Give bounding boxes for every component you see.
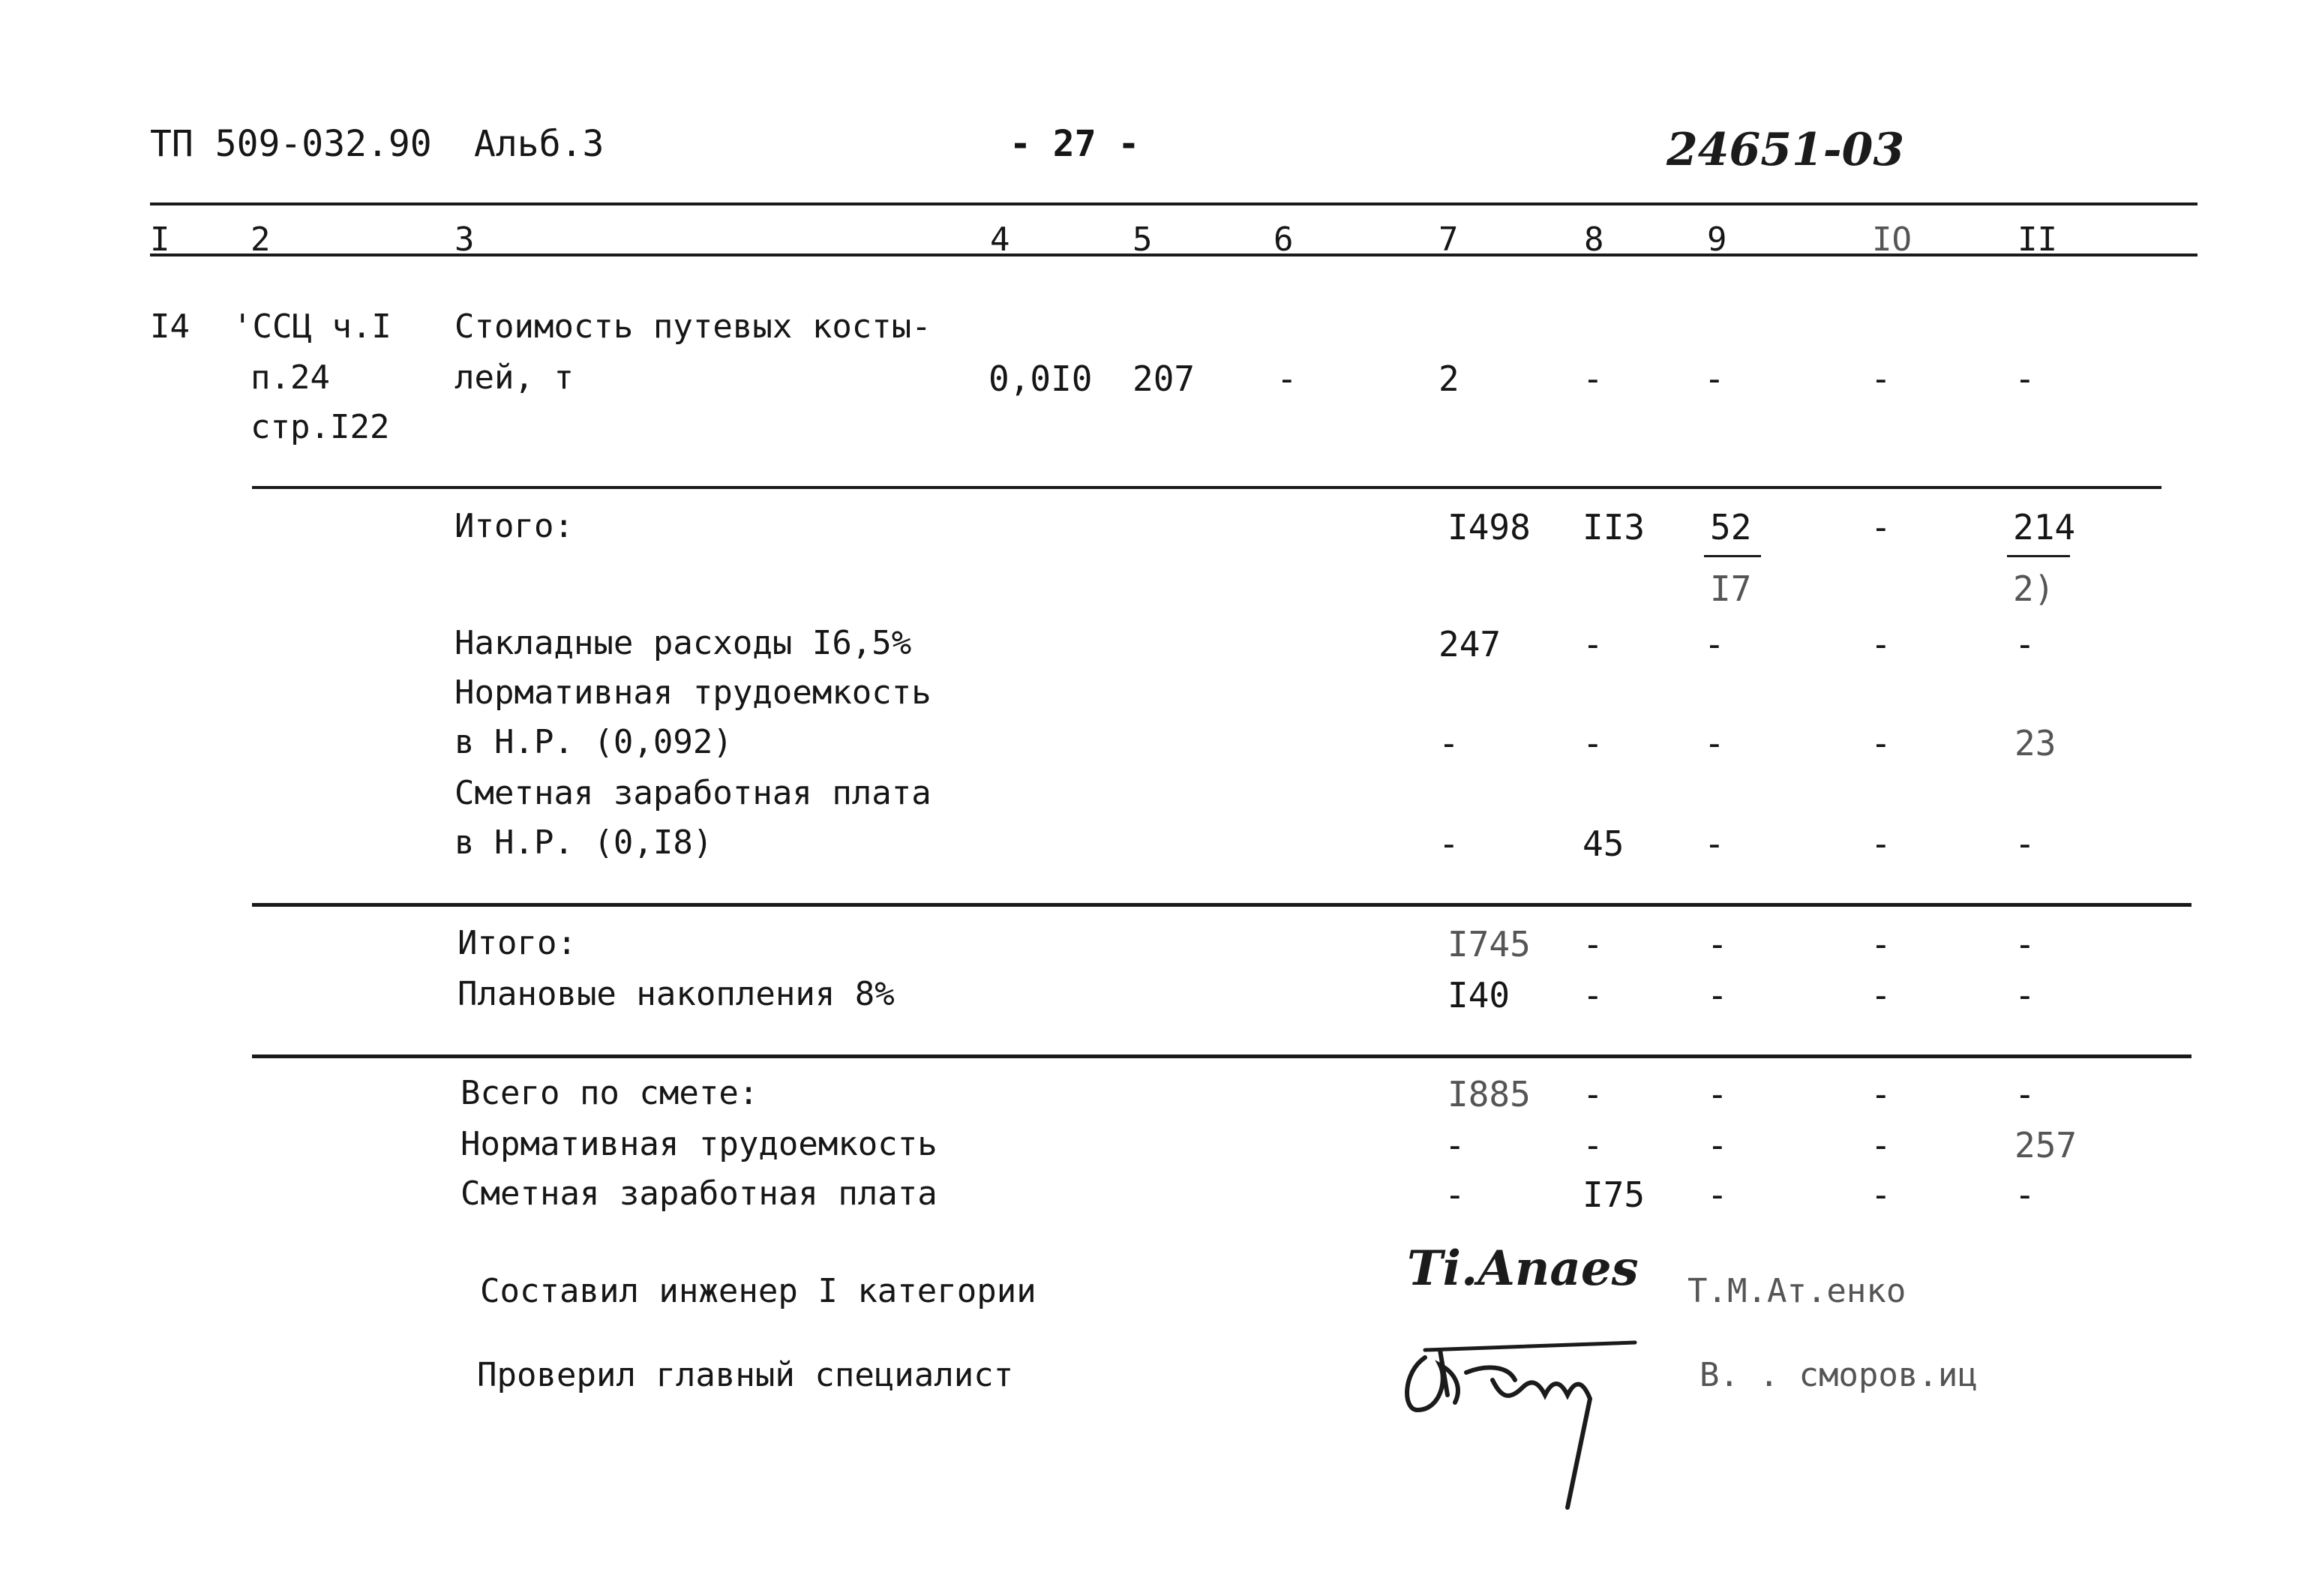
album-label: Альб.3	[474, 123, 604, 165]
archive-number: 24651-03	[1666, 124, 1905, 176]
compiled-by-name: Т.М.Ат.енко	[1688, 1272, 1906, 1310]
overhead-wage-col-7: -	[1438, 824, 1460, 864]
overhead-col-11: -	[2014, 624, 2036, 664]
planned-savings-label: Плановые накопления 8%	[458, 975, 895, 1013]
overhead-labor-label-2: в Н.Р. (0,092)	[454, 723, 733, 761]
overhead-wage-col-8: 45	[1582, 824, 1624, 864]
subtotal-col-9-top: 52	[1710, 507, 1752, 548]
section-rule-2	[252, 903, 2192, 907]
compiled-signature: Ti.Anaes	[1407, 1240, 1639, 1297]
overhead-wage-label-2: в Н.Р. (0,I8)	[454, 824, 713, 862]
row-number: I4	[150, 308, 190, 346]
subtotal-2-col-11: -	[2014, 924, 2036, 964]
subtotal-2-col-9: -	[1707, 924, 1728, 964]
col-11-value: -	[2014, 358, 2036, 399]
estimate-total-col-8: -	[1582, 1074, 1604, 1114]
fraction-bar-col-9	[1704, 555, 1761, 557]
subtotal-2-cost: I745	[1448, 924, 1531, 964]
total-labor-label: Нормативная трудоемкость	[460, 1125, 938, 1163]
overhead-labor-col-7: -	[1438, 723, 1460, 764]
total-wage-col-8: I75	[1582, 1174, 1646, 1215]
planned-savings-col-9: -	[1707, 975, 1728, 1016]
compiled-by-label: Составил инженер I категории	[480, 1272, 1036, 1310]
total-labor-col-7: -	[1444, 1125, 1466, 1166]
estimate-total-cost: I885	[1448, 1074, 1531, 1114]
total-wage-col-9: -	[1707, 1174, 1728, 1215]
col-6-number: 6	[1274, 220, 1294, 259]
overhead-wage-col-11: -	[2014, 824, 2036, 864]
subtotal-2-col-10: -	[1870, 924, 1892, 964]
total-wage-col-11: -	[2014, 1174, 2036, 1215]
source-line-3: стр.I22	[250, 408, 390, 446]
col-7-number: 7	[1438, 220, 1459, 259]
fraction-bar-col-11	[2007, 555, 2070, 557]
overhead-labor-col-9: -	[1704, 723, 1725, 764]
overhead-labor-col-10: -	[1870, 723, 1892, 764]
total-labor-col-9: -	[1707, 1125, 1728, 1166]
col-1-number: I	[150, 220, 170, 259]
subtotal-cost: I498	[1448, 507, 1531, 548]
subtotal-2-col-8: -	[1582, 924, 1604, 964]
estimate-total-label: Всего по смете:	[460, 1074, 759, 1112]
col-8-number: 8	[1584, 220, 1604, 259]
header-rule-top	[150, 202, 2198, 206]
overhead-col-10: -	[1870, 624, 1892, 664]
col-10-value: -	[1870, 358, 1892, 399]
overhead-labor-col-8: -	[1582, 723, 1604, 764]
checked-by-name: В. . сморов.иц	[1700, 1356, 1978, 1394]
planned-savings-col-11: -	[2014, 975, 2036, 1016]
total-wage-col-7: -	[1444, 1174, 1466, 1215]
planned-savings-col-10: -	[1870, 975, 1892, 1016]
overhead-col-9: -	[1704, 624, 1725, 664]
subtotal-label: Итого:	[454, 507, 574, 545]
col-9-number: 9	[1707, 220, 1727, 259]
cost-value: 2	[1438, 358, 1460, 399]
description-line-2: лей, т	[454, 358, 574, 397]
subtotal-col-8: II3	[1582, 507, 1646, 548]
section-rule-1	[252, 486, 2162, 489]
source-line-1: 'ССЦ ч.I	[232, 308, 392, 346]
source-line-2: п.24	[250, 358, 330, 397]
overhead-labor-col-11: 23	[2014, 723, 2056, 764]
overhead-col-8: -	[1582, 624, 1604, 664]
doc-code: ТП 509-032.90	[150, 123, 432, 165]
estimate-total-col-10: -	[1870, 1074, 1892, 1114]
estimate-total-col-9: -	[1707, 1074, 1728, 1114]
quantity-value: 0,0I0	[988, 358, 1093, 399]
total-labor-col-11: 257	[2014, 1125, 2078, 1166]
description-line-1: Стоимость путевых косты-	[454, 308, 932, 346]
total-wage-col-10: -	[1870, 1174, 1892, 1215]
overhead-cost: 247	[1438, 624, 1502, 664]
overhead-wage-label-1: Сметная заработная плата	[454, 774, 932, 812]
col-5-number: 5	[1132, 220, 1153, 259]
total-labor-col-8: -	[1582, 1125, 1604, 1166]
section-rule-3	[252, 1054, 2192, 1058]
unit-price-value: 207	[1132, 358, 1196, 399]
col-11-number: II	[2018, 220, 2057, 259]
subtotal-2-label: Итого:	[458, 924, 577, 962]
col-4-number: 4	[990, 220, 1010, 259]
checked-signature	[1395, 1320, 1665, 1485]
total-labor-col-10: -	[1870, 1125, 1892, 1166]
overhead-label: Накладные расходы I6,5%	[454, 624, 912, 662]
page-number: - 27 -	[1010, 123, 1140, 165]
overhead-wage-col-9: -	[1704, 824, 1725, 864]
overhead-wage-col-10: -	[1870, 824, 1892, 864]
subtotal-col-9-bottom: I7	[1710, 568, 1752, 609]
col-3-number: 3	[454, 220, 475, 259]
col-2-number: 2	[250, 220, 271, 259]
total-wage-label: Сметная заработная плата	[460, 1174, 938, 1213]
subtotal-col-11-bottom: 2)	[2013, 568, 2055, 609]
subtotal-col-11-top: 214	[2013, 507, 2076, 548]
overhead-labor-label-1: Нормативная трудоемкость	[454, 674, 932, 712]
planned-savings-cost: I40	[1448, 975, 1510, 1016]
col-10-number: IO	[1872, 220, 1912, 259]
checked-by-label: Проверил главный специалист	[477, 1356, 1014, 1394]
col-9-value: -	[1704, 358, 1725, 399]
subtotal-col-10: -	[1870, 507, 1892, 548]
planned-savings-col-8: -	[1582, 975, 1604, 1016]
estimate-total-col-11: -	[2014, 1074, 2036, 1114]
col-8-value: -	[1582, 358, 1604, 399]
col-6-value: -	[1276, 358, 1298, 399]
